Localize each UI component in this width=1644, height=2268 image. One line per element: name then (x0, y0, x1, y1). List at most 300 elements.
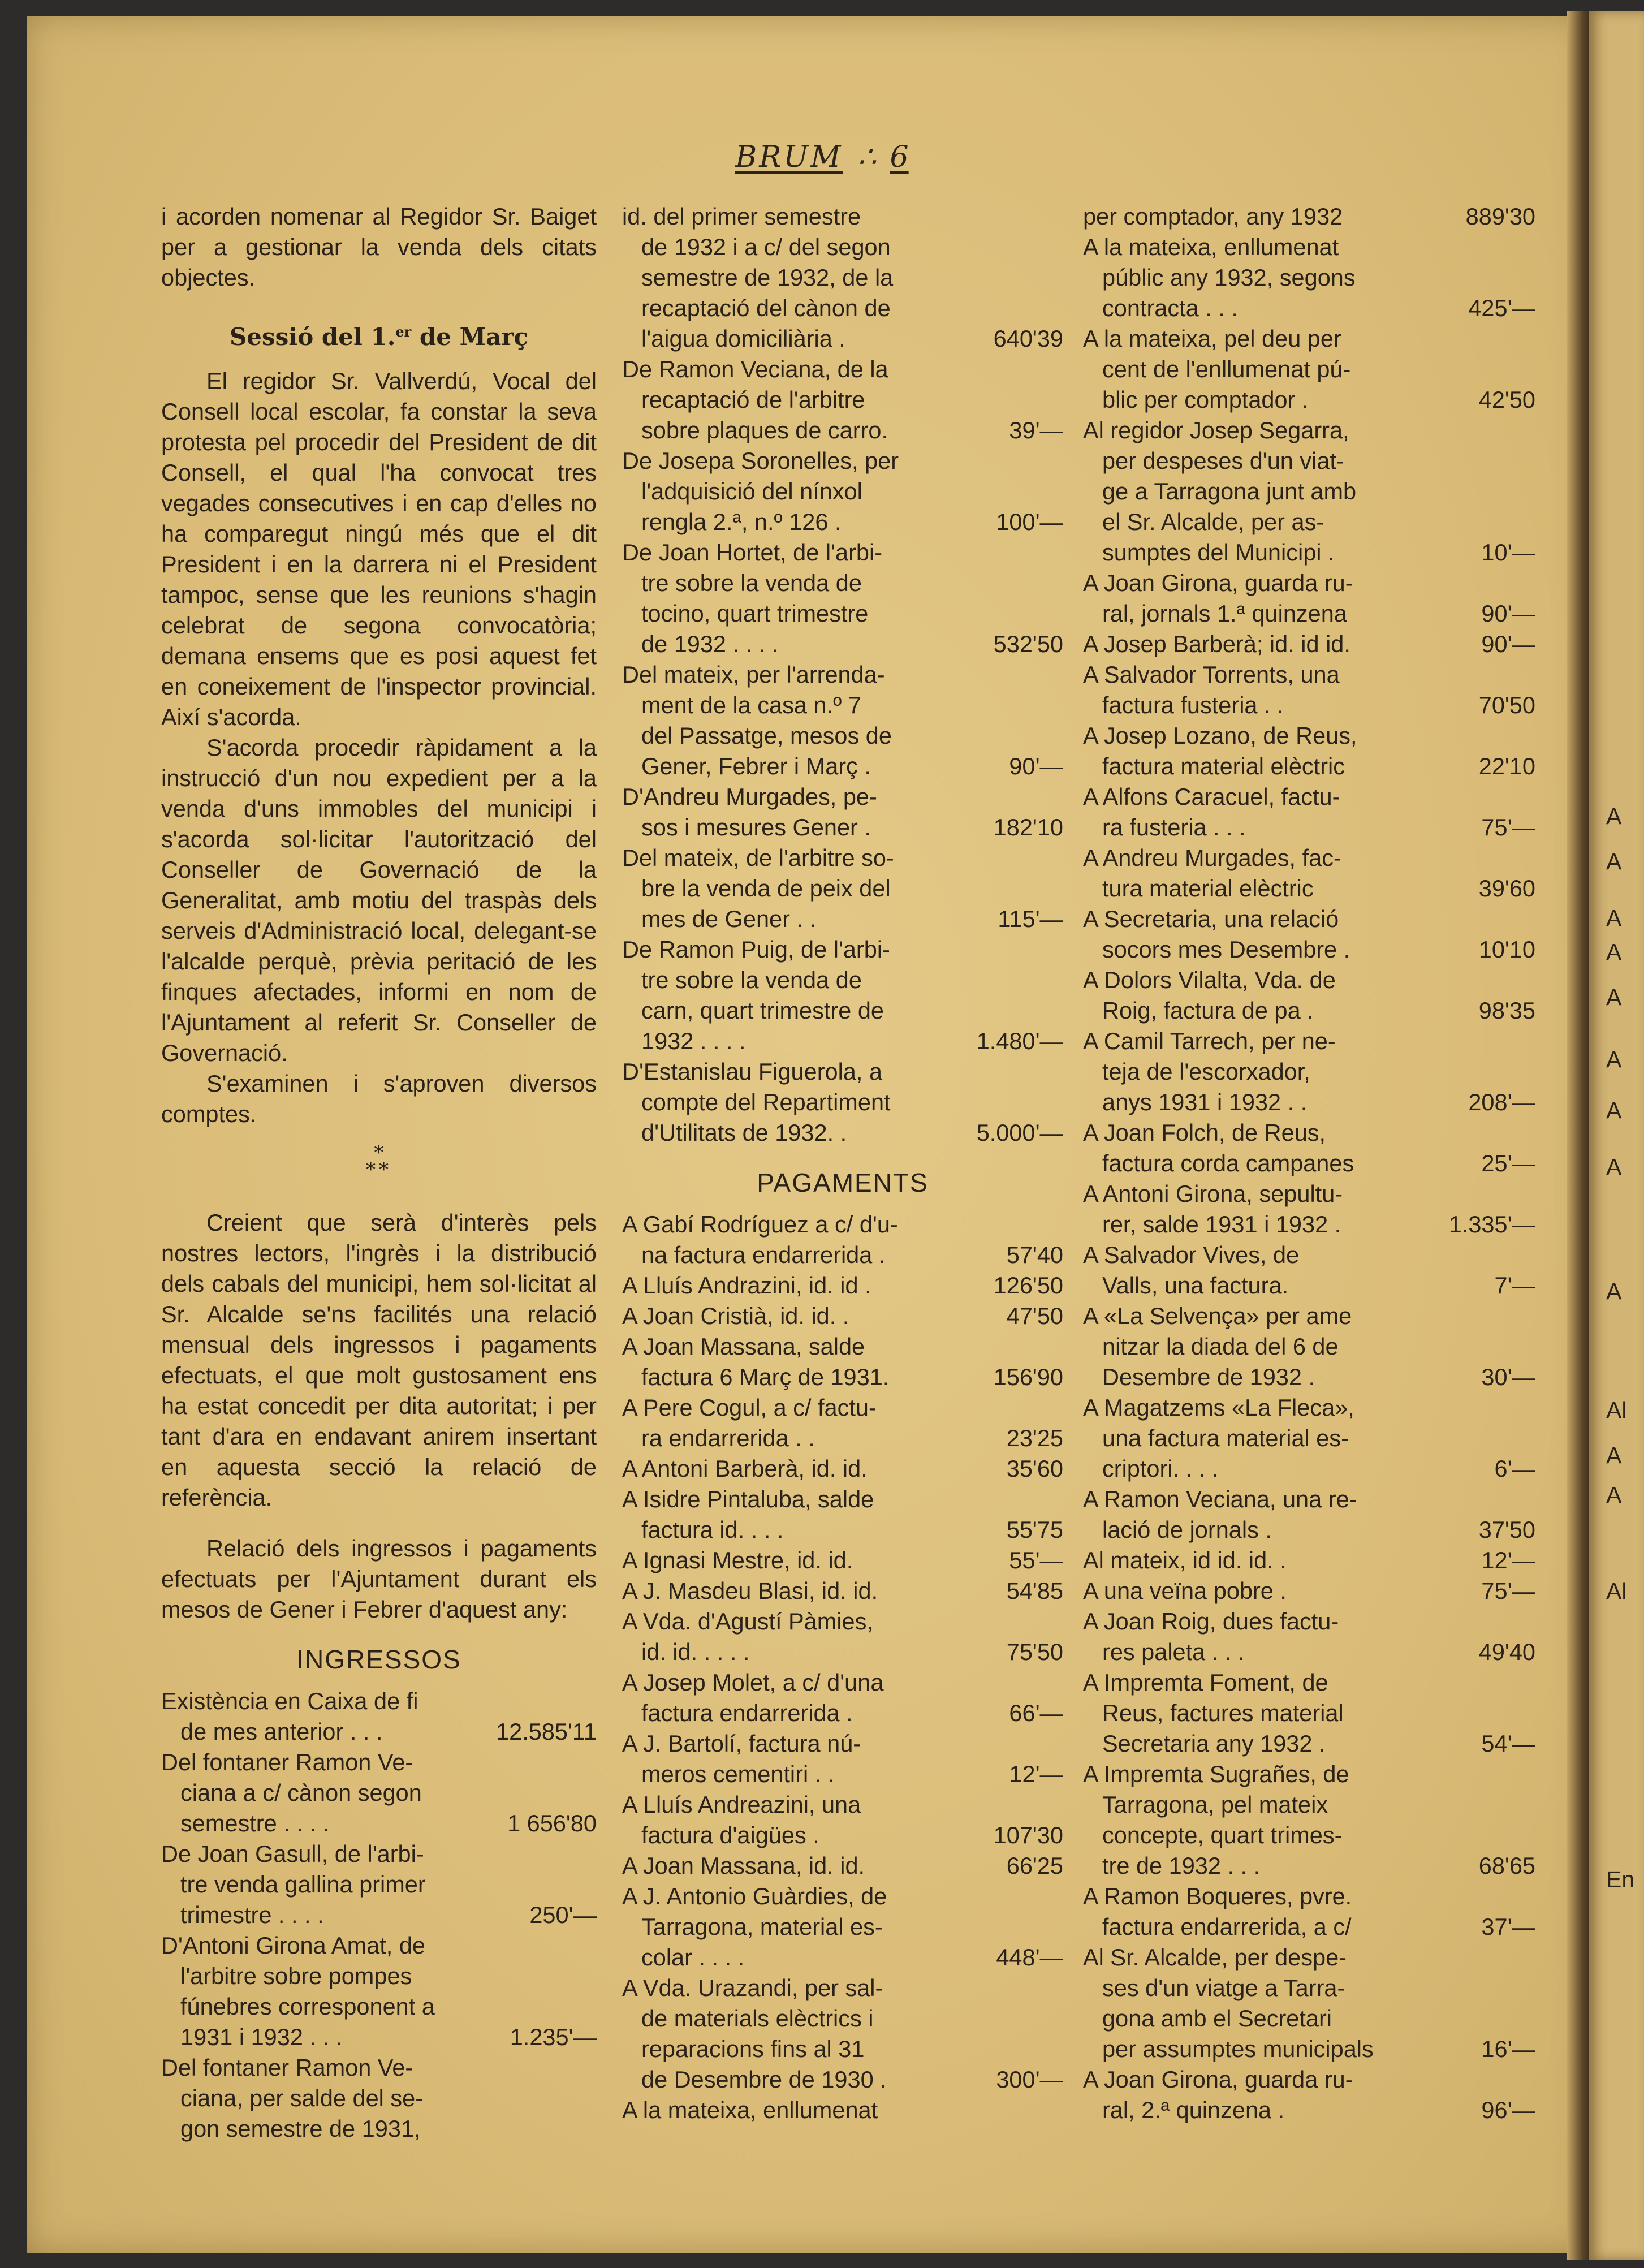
entry-description (622, 354, 950, 446)
entry-amount: 16'— (1481, 2036, 1535, 2062)
ledger-entry (1083, 1240, 1535, 1301)
entry-description (1083, 1881, 1417, 1942)
entry-line: sos i mesures Gener . (641, 814, 871, 840)
entry-line: 1932 . . . . (641, 1028, 746, 1054)
entry-line: d'Utilitats de 1932. . (641, 1119, 847, 1146)
entry-line: compte del Repartiment (641, 1089, 891, 1115)
entry-amount: 532'50 (993, 631, 1063, 657)
entry-line: recaptació del cànon de (641, 295, 891, 321)
ledger-entry (622, 1881, 1063, 1973)
entry-description (161, 2053, 478, 2144)
entry-description (622, 1270, 950, 1301)
ledger-entry (1083, 415, 1535, 568)
entry-line: De Joan Hortet, de l'arbi- (622, 539, 883, 566)
facing-page-edge (1589, 11, 1644, 2260)
entry-line: Existència en Caixa de fi (161, 1688, 418, 1714)
ledger-entry (622, 659, 1063, 782)
entry-line: Reus, factures material (1102, 1700, 1344, 1726)
entry-line: concepte, quart trimes- (1102, 1822, 1343, 1848)
entry-description (622, 2095, 950, 2125)
entry-line: A Secretaria, una relació (1083, 906, 1339, 932)
entry-description (622, 1973, 950, 2095)
entry-amount: 448'— (996, 1944, 1063, 1971)
ledger-entry (622, 1270, 1063, 1301)
entry-line: Del mateix, de l'arbitre so- (622, 844, 894, 871)
entry-line: per despeses d'un viat- (1102, 447, 1344, 474)
ledger-entry (622, 1331, 1063, 1392)
facing-page-letter: A (1606, 984, 1622, 1010)
asterism (161, 1141, 597, 1183)
pagaments-list (622, 1209, 1063, 2125)
entry-line: ciana a c/ cànon segon (180, 1779, 422, 1806)
ledger-entry (622, 201, 1063, 354)
entry-line: Del fontaner Ramon Ve- (161, 1749, 413, 1775)
entry-line: A Pere Cogul, a c/ factu- (622, 1394, 877, 1421)
entry-description (622, 1209, 950, 1270)
entry-line: D'Antoni Girona Amat, de (161, 1932, 425, 1959)
facing-page-letter: Al (1606, 1397, 1627, 1423)
entry-amount: 10'— (1481, 539, 1535, 566)
entry-description (1083, 1484, 1417, 1545)
entry-line: rengla 2.ª, n.º 126 . (641, 508, 842, 535)
entry-line: l'aigua domiciliària . (641, 325, 845, 352)
entry-amount: 250'— (529, 1902, 597, 1928)
entry-line: una factura material es- (1102, 1425, 1349, 1451)
entry-amount: 5.000'— (976, 1119, 1063, 1146)
entry-amount: 25'— (1481, 1150, 1535, 1176)
entry-line: A Joan Girona, guarda ru- (1083, 2066, 1353, 2093)
entry-amount: 57'40 (1006, 1241, 1063, 1268)
ledger-entry (1083, 2064, 1535, 2125)
entry-line: D'Estanislau Figuerola, a (622, 1058, 883, 1085)
entry-line: Valls, una factura. (1102, 1272, 1289, 1299)
facing-page-letter: Al (1606, 1578, 1627, 1604)
entry-amount: 107'30 (993, 1822, 1063, 1848)
entry-line: A J. Antonio Guàrdies, de (622, 1883, 887, 1909)
entry-amount: 23'25 (1006, 1425, 1063, 1451)
entry-line: A Ramon Veciana, una re- (1083, 1486, 1357, 1512)
entry-amount: 425'— (1468, 295, 1535, 321)
entry-line: A Vda. Urazandi, per sal- (622, 1974, 883, 2001)
ledger-entry (622, 1301, 1063, 1331)
entry-line: blic per comptador . (1102, 386, 1309, 413)
facing-page-letter: A (1606, 1097, 1622, 1123)
pagaments-list-continued (1083, 201, 1535, 2125)
entry-line: mes de Gener . . (641, 906, 817, 932)
entry-line: A Salvador Torrents, una (1083, 661, 1340, 688)
entry-line: bre la venda de peix del (641, 875, 891, 902)
entry-description (622, 1576, 950, 1606)
entry-line: ment de la casa n.º 7 (641, 692, 861, 718)
entry-amount: 68'65 (1478, 1852, 1535, 1879)
entry-line: semestre de 1932, de la (641, 264, 894, 291)
ledger-entry (161, 1839, 597, 1930)
ledger-entry (1083, 1026, 1535, 1118)
entry-line: A Antoni Barberà, id. id. (622, 1455, 868, 1482)
entry-amount: 54'— (1481, 1730, 1535, 1757)
session-title-end: de Març (411, 323, 529, 351)
ledger-entry (1083, 1545, 1535, 1576)
ledger-entry (1083, 568, 1535, 629)
entry-amount: 55'75 (1006, 1516, 1063, 1543)
entry-line: tre sobre la venda de (641, 570, 862, 596)
entry-line: De Ramon Veciana, de la (622, 356, 888, 382)
facing-page-letter: En (1606, 1866, 1635, 1892)
entry-amount: 90'— (1481, 631, 1535, 657)
entry-line: teja de l'escorxador, (1102, 1058, 1310, 1085)
entry-line: A Andreu Murgades, fac- (1083, 844, 1341, 871)
entry-amount: 98'35 (1478, 997, 1535, 1024)
entry-description (622, 1606, 950, 1667)
session-title-start: Sessió del 1. (229, 323, 396, 351)
entry-line: tre sobre la venda de (641, 967, 862, 993)
entry-description (1083, 1392, 1417, 1484)
entry-line: A Ignasi Mestre, id. id. (622, 1547, 853, 1573)
asterism-bottom: ** (366, 1158, 392, 1181)
entry-line: ciana, per salde del se- (180, 2085, 424, 2111)
entry-description (1083, 324, 1417, 415)
entry-description (622, 537, 950, 659)
ledger-entry (1083, 1759, 1535, 1881)
ledger-entry (1083, 324, 1535, 415)
entry-line: l'arbitre sobre pompes (180, 1963, 412, 1989)
entry-line: Del mateix, per l'arrenda- (622, 661, 885, 688)
entry-description (1083, 629, 1417, 659)
paragraph-relacio: Relació dels ingressos i pagaments efectuats per l'Ajuntament durant els mesos de Gener i Febrer d'aquest any: (161, 1535, 597, 1623)
facing-page-letter: A (1606, 1154, 1622, 1180)
ledger-entry (1083, 1392, 1535, 1484)
ledger-entry (622, 1728, 1063, 1790)
journal-title: BRUM (735, 140, 843, 174)
facing-page-letter: A (1606, 803, 1622, 829)
entry-amount: 75'— (1481, 814, 1535, 840)
ledger-entry (622, 1209, 1063, 1270)
entry-line: semestre . . . . (180, 1810, 329, 1836)
entry-line: A Josep Barberà; id. id id. (1083, 631, 1350, 657)
header-separator: ∴ (857, 140, 878, 174)
entry-line: factura d'aigües . (641, 1822, 819, 1848)
ledger-entry (1083, 843, 1535, 904)
ledger-entry (1083, 1606, 1535, 1667)
entry-line: recaptació de l'arbitre (641, 386, 865, 413)
entry-line: 1931 i 1932 . . . (180, 2024, 343, 2050)
entry-description (1083, 1759, 1417, 1881)
column-2 (622, 201, 1063, 2125)
entry-description (1083, 1118, 1417, 1179)
entry-amount: 35'60 (1006, 1455, 1063, 1482)
ledger-entry (622, 934, 1063, 1057)
entry-line: A Impremta Sugrañes, de (1083, 1761, 1349, 1787)
ledger-entry (1083, 782, 1535, 843)
entry-amount: 156'90 (993, 1364, 1063, 1390)
entry-description (1083, 1179, 1417, 1240)
entry-description (622, 659, 950, 782)
entry-line: D'Andreu Murgades, pe- (622, 783, 877, 810)
entry-line: contracta . . . (1102, 295, 1238, 321)
entry-line: factura 6 Març de 1931. (641, 1364, 890, 1390)
entry-line: sumptes del Municipi . (1102, 539, 1335, 566)
entry-line: A Salvador Vives, de (1083, 1241, 1300, 1268)
entry-description (622, 1057, 950, 1148)
entry-line: reparacions fins al 31 (641, 2036, 865, 2062)
entry-description (1083, 1026, 1417, 1118)
ledger-entry (1083, 1881, 1535, 1942)
entry-line: na factura endarrerida . (641, 1241, 886, 1268)
entry-line: Del fontaner Ramon Ve- (161, 2054, 413, 2081)
entry-amount: 12'— (1481, 1547, 1535, 1573)
entry-line: A Dolors Vilalta, Vda. de (1083, 967, 1336, 993)
entry-amount: 39'— (1009, 417, 1063, 443)
entry-description (1083, 232, 1417, 324)
entry-description (1083, 2064, 1417, 2125)
ledger-entry (1083, 659, 1535, 721)
entry-amount: 889'30 (1465, 203, 1535, 230)
facing-page-letter: A (1606, 848, 1622, 874)
ledger-entry (622, 537, 1063, 659)
entry-line: A Gabí Rodríguez a c/ d'u- (622, 1211, 898, 1238)
ledger-entry (622, 1606, 1063, 1667)
entry-line: gona amb el Secretari (1102, 2005, 1332, 2032)
ledger-entry (622, 1057, 1063, 1148)
entry-line: id. id. . . . . (641, 1639, 750, 1665)
ledger-entry (1083, 201, 1535, 232)
entry-line: Secretaria any 1932 . (1102, 1730, 1326, 1757)
facing-page-letter: A (1606, 1046, 1622, 1072)
ledger-entry (622, 446, 1063, 537)
entry-description (622, 1545, 950, 1576)
entry-amount: 75'50 (1006, 1639, 1063, 1665)
entry-amount: 49'40 (1478, 1639, 1535, 1665)
pagaments-heading: PAGAMENTS (757, 1168, 929, 1197)
entry-amount: 100'— (996, 508, 1063, 535)
entry-line: ses d'un viatge a Tarra- (1102, 1974, 1345, 2001)
entry-line: tocino, quart trimestre (641, 600, 869, 627)
entry-line: factura corda campanes (1102, 1150, 1354, 1176)
ledger-entry (1083, 1667, 1535, 1759)
entry-line: De Joan Gasull, de l'arbi- (161, 1840, 424, 1867)
entry-line: A Joan Massana, salde (622, 1333, 865, 1360)
entry-amount: 90'— (1481, 600, 1535, 627)
entry-line: ge a Tarragona junt amb (1102, 478, 1357, 505)
entry-description (622, 782, 950, 843)
entry-amount: 12.585'11 (496, 1718, 597, 1745)
ledger-entry (622, 1667, 1063, 1728)
facing-page-letter: A (1606, 1278, 1622, 1304)
ledger-entry (622, 1392, 1063, 1454)
entry-description (622, 1881, 950, 1973)
entry-amount: 90'— (1009, 753, 1063, 779)
entry-line: gon semestre de 1931, (180, 2115, 421, 2142)
entry-line: sobre plaques de carro. (641, 417, 888, 443)
entry-line: del Passatge, mesos de (641, 722, 892, 749)
ledger-entry (1083, 629, 1535, 659)
ledger-entry (1083, 1118, 1535, 1179)
entry-line: rer, salde 1931 i 1932 . (1102, 1211, 1341, 1238)
entry-line: A Lluís Andreazini, una (622, 1791, 861, 1818)
entry-line: id. del primer semestre (622, 203, 861, 230)
entry-description (622, 1667, 950, 1728)
ledger-entry (161, 2053, 597, 2144)
entry-description (622, 446, 950, 537)
entry-line: carn, quart trimestre de (641, 997, 884, 1024)
entry-amount: 6'— (1494, 1455, 1535, 1482)
entry-line: A Antoni Girona, sepultu- (1083, 1180, 1343, 1207)
entry-line: ra fusteria . . . (1102, 814, 1246, 840)
entry-description (1083, 1667, 1417, 1759)
entry-line: A J. Masdeu Blasi, id. id. (622, 1577, 878, 1604)
entry-line: A J. Bartolí, factura nú- (622, 1730, 861, 1757)
entry-description (622, 1484, 950, 1545)
session-title (161, 317, 597, 352)
session-title-superscript: er (395, 324, 412, 340)
ledger-entry (622, 1545, 1063, 1576)
entry-line: de 1932 i a c/ del segon (641, 234, 891, 260)
entry-line: A una veïna pobre . (1083, 1577, 1287, 1604)
entry-line: De Josepa Soronelles, per (622, 447, 899, 474)
entry-line: ral, 2.ª quinzena . (1102, 2097, 1285, 2123)
entry-line: factura material elèctric (1102, 753, 1345, 779)
entry-description (622, 1851, 950, 1881)
entry-line: anys 1931 i 1932 . . (1102, 1089, 1308, 1115)
facing-page-letter: A (1606, 1482, 1622, 1508)
entry-amount: 66'— (1009, 1700, 1063, 1726)
entry-amount: 640'39 (993, 325, 1063, 352)
entry-description (622, 201, 950, 354)
entry-amount: 10'10 (1478, 936, 1535, 963)
entry-amount: 300'— (996, 2066, 1063, 2093)
entry-amount: 96'— (1481, 2097, 1535, 2123)
ledger-entry (1083, 1301, 1535, 1392)
ledger-entry (1083, 965, 1535, 1026)
ledger-entry (622, 1484, 1063, 1545)
entry-line: criptori. . . . (1102, 1455, 1219, 1482)
entry-line: A la mateixa, enllumenat (1083, 234, 1339, 260)
entry-line: factura id. . . . (641, 1516, 784, 1543)
entry-line: Al mateix, id id. id. . (1083, 1547, 1287, 1573)
entry-description (622, 1790, 950, 1851)
entry-amount: 7'— (1494, 1272, 1535, 1299)
page-number: 6 (890, 140, 909, 174)
entry-description (622, 843, 950, 934)
entry-amount: 37'50 (1478, 1516, 1535, 1543)
entry-line: Roig, factura de pa . (1102, 997, 1314, 1024)
ledger-entry (622, 1790, 1063, 1851)
entry-line: Al regidor Josep Segarra, (1083, 417, 1349, 443)
entry-line: meros cementiri . . (641, 1761, 835, 1787)
entry-line: A la mateixa, enllumenat (622, 2097, 878, 2123)
entry-description (1083, 721, 1417, 782)
entry-line: el Sr. Alcalde, per as- (1102, 508, 1324, 535)
ledger-entry (622, 354, 1063, 446)
ledger-entry (161, 1747, 597, 1839)
ingressos-list-continued (622, 201, 1063, 1148)
entry-amount: 70'50 (1478, 692, 1535, 718)
entry-amount: 12'— (1009, 1761, 1063, 1787)
entry-line: Al Sr. Alcalde, per despe- (1083, 1944, 1347, 1971)
ledger-entry (622, 1973, 1063, 2095)
entry-line: A Josep Lozano, de Reus, (1083, 722, 1357, 749)
entry-description (161, 1930, 478, 2053)
entry-line: públic any 1932, segons (1102, 264, 1356, 291)
facing-page-letter: A (1606, 939, 1622, 965)
ledger-entry (1083, 1179, 1535, 1240)
entry-line: per assumptes municipals (1102, 2036, 1374, 2062)
entry-line: A Lluís Andrazini, id. id . (622, 1272, 871, 1299)
entry-line: A Josep Molet, a c/ d'una (622, 1669, 884, 1696)
entry-line: De Ramon Puig, de l'arbi- (622, 936, 890, 963)
entry-line: tre de 1932 . . . (1102, 1852, 1261, 1879)
entry-line: A Camil Tarrech, per ne- (1083, 1028, 1336, 1054)
entry-line: A Isidre Pintaluba, salde (622, 1486, 874, 1512)
entry-line: A Vda. d'Agustí Pàmies, (622, 1608, 873, 1635)
entry-amount: 47'50 (1006, 1303, 1063, 1329)
entry-line: A «La Selvença» per ame (1083, 1303, 1352, 1329)
ledger-entry (622, 1576, 1063, 1606)
paragraph-immobles: S'acorda procedir ràpidament a la instrucció d'un nou expedient per a la venda d'uns immobles del municipi i s'acorda sol·licitar l'autorització del Conseller de Governació de la Generalitat, amb motiu del traspàs dels serveis d'Administració local, delegant-se l'alcalde perquè, prèvia peritació de les finques afectades, informi en nom de l'Ajuntament al referit Sr. Conseller de Governació. (161, 734, 597, 1066)
entry-description (622, 934, 950, 1057)
entry-line: factura endarrerida, a c/ (1102, 1913, 1352, 1940)
entry-line: de materials elèctrics i (641, 2005, 874, 2032)
entry-description (1083, 415, 1417, 568)
entry-amount: 75'— (1481, 1577, 1535, 1604)
ledger-entry (622, 782, 1063, 843)
entry-description (1083, 1942, 1417, 2064)
entry-amount: 39'60 (1478, 875, 1535, 902)
ledger-entry (1083, 721, 1535, 782)
ledger-entry (1083, 904, 1535, 965)
entry-description (161, 1686, 478, 1747)
ingressos-heading: INGRESSOS (296, 1645, 461, 1674)
entry-line: A Joan Roig, dues factu- (1083, 1608, 1339, 1635)
entry-description (622, 1728, 950, 1790)
entry-line: de Desembre de 1930 . (641, 2066, 887, 2093)
entry-line: cent de l'enllumenat pú- (1102, 356, 1351, 382)
entry-line: Desembre de 1932 . (1102, 1364, 1315, 1390)
entry-line: de mes anterior . . . (180, 1718, 383, 1745)
entry-line: trimestre . . . . (180, 1902, 324, 1928)
entry-description (1083, 1545, 1417, 1576)
entry-description (622, 1331, 950, 1392)
entry-description (1083, 568, 1417, 629)
entry-amount: 66'25 (1006, 1852, 1063, 1879)
entry-line: A Joan Folch, de Reus, (1083, 1119, 1326, 1146)
entry-description (1083, 1240, 1417, 1301)
entry-description (622, 1392, 950, 1454)
paragraph-comptes: S'examinen i s'aproven diversos comptes. (161, 1070, 597, 1127)
intro-paragraph: i acorden nomenar al Regidor Sr. Baiget per a gestionar la venda dels citats objectes. (161, 203, 597, 291)
entry-line: A Joan Massana, id. id. (622, 1852, 865, 1879)
entry-amount: 37'— (1481, 1913, 1535, 1940)
entry-amount: 126'50 (993, 1272, 1063, 1299)
entry-line: de 1932 . . . . (641, 631, 779, 657)
ledger-entry (622, 843, 1063, 934)
entry-amount: 1.235'— (510, 2024, 597, 2050)
column-1 (161, 201, 597, 2144)
entry-description (1083, 782, 1417, 843)
entry-amount: 30'— (1481, 1364, 1535, 1390)
asterism-top: * (374, 1141, 384, 1164)
entry-line: tre venda gallina primer (180, 1871, 426, 1898)
entry-amount: 1 656'80 (507, 1810, 597, 1836)
entry-line: l'adquisició del nínxol (641, 478, 862, 505)
entry-description (1083, 1576, 1417, 1606)
entry-line: ral, jornals 1.ª quinzena (1102, 600, 1347, 627)
entry-amount: 1.480'— (976, 1028, 1063, 1054)
facing-page-letter: A (1606, 1442, 1622, 1468)
entry-amount: 22'10 (1478, 753, 1535, 779)
entry-amount: 208'— (1468, 1089, 1535, 1115)
column-3 (1083, 201, 1535, 2125)
